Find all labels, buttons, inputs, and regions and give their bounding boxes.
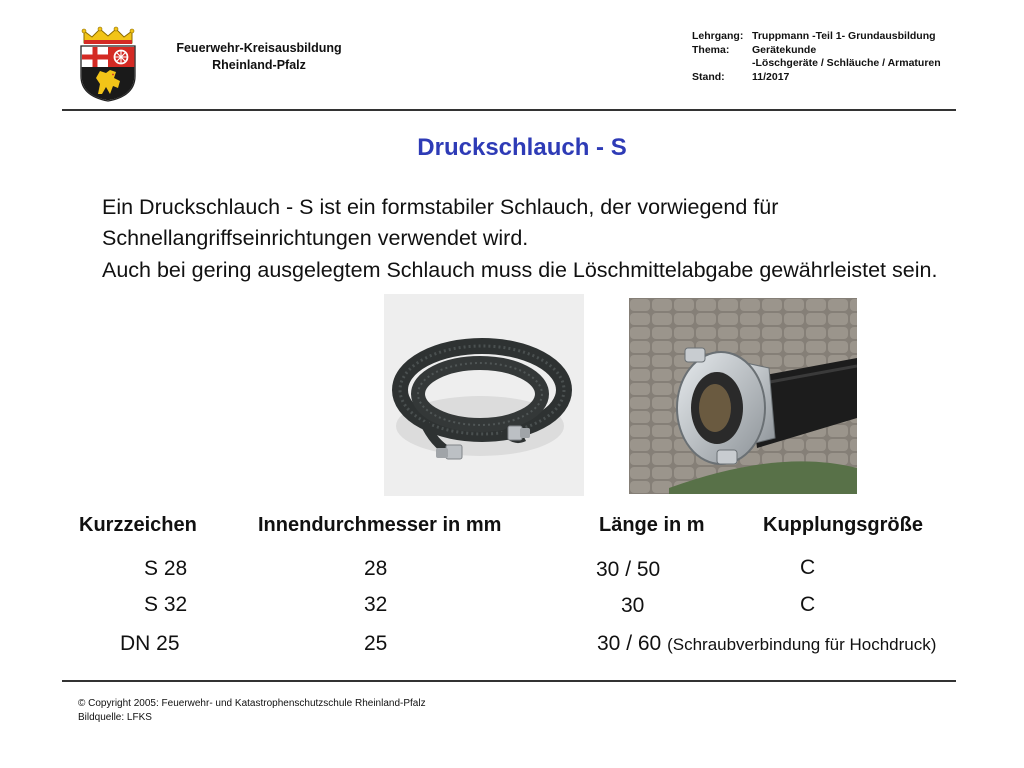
org-line-1: Feuerwehr-Kreisausbildung: [176, 41, 342, 55]
meta-row-topic: [692, 44, 941, 58]
cell-code: S 32: [144, 593, 188, 616]
course-meta: [692, 30, 941, 84]
cell-code: S 28: [144, 557, 188, 580]
meta-value: Truppmann -Teil 1- Grundausbildung: [752, 30, 936, 42]
cell-length: 30: [621, 594, 645, 617]
requirement-paragraph: Auch bei gering ausgelegtem Schlauch muss die Löschmittelabgabe gewährleistet sein.: [102, 258, 938, 282]
organization-name: [156, 40, 362, 74]
meta-key: Stand:: [692, 70, 725, 83]
column-header-length: Länge in m: [599, 514, 705, 536]
footer: [78, 697, 426, 725]
cell-diameter: 25: [364, 632, 388, 655]
meta-key: [692, 57, 752, 71]
cell-length: 30 / 50: [596, 558, 661, 581]
column-header-coupling: Kupplungsgröße: [763, 514, 923, 536]
cell-diameter: 28: [364, 557, 388, 580]
cell-coupling: C: [800, 556, 816, 579]
footer-divider: [62, 680, 956, 682]
cell-length-with-note: [597, 632, 936, 656]
meta-key: Thema:: [692, 43, 730, 56]
meta-row-date: [692, 71, 941, 85]
wheel-icon: [108, 47, 134, 67]
storz-coupling-photo: [629, 298, 857, 494]
page-title: Druckschlauch - S: [417, 134, 627, 161]
meta-row-subtopic: [692, 57, 941, 71]
cell-coupling: C: [800, 593, 816, 616]
intro-paragraph: Ein Druckschlauch - S ist ein formstabiler Schlauch, der vorwiegend für Schnellangriffseinrichtungen verwendet wird.: [102, 195, 779, 250]
hose-coil-photo: [384, 294, 584, 496]
meta-key: Lehrgang:: [692, 30, 744, 42]
rheinland-pfalz-coat-of-arms: [76, 26, 140, 102]
cell-note: (Schraubverbindung für Hochdruck): [667, 635, 937, 654]
lion-icon: [82, 67, 135, 100]
column-header-code: Kurzzeichen: [79, 514, 197, 536]
header-divider: [62, 109, 956, 111]
crown-icon: [82, 27, 134, 44]
meta-value: -Löschgeräte / Schläuche / Armaturen: [752, 57, 941, 69]
coupling-icon: [508, 426, 530, 440]
column-header-diameter: Innendurchmesser in mm: [258, 514, 502, 536]
cell-length: 30 / 60: [597, 632, 662, 655]
org-line-2: Rheinland-Pfalz: [212, 58, 306, 72]
meta-value: Gerätekunde: [752, 43, 817, 56]
cell-diameter: 32: [364, 593, 388, 616]
meta-value: 11/2017: [752, 70, 790, 83]
image-source-text: Bildquelle: LFKS: [78, 712, 152, 723]
copyright-text: © Copyright 2005: Feuerwehr- und Katastrophenschutzschule Rheinland-Pfalz: [78, 698, 426, 709]
cell-code: DN 25: [120, 632, 180, 655]
meta-row-course: [692, 30, 941, 44]
